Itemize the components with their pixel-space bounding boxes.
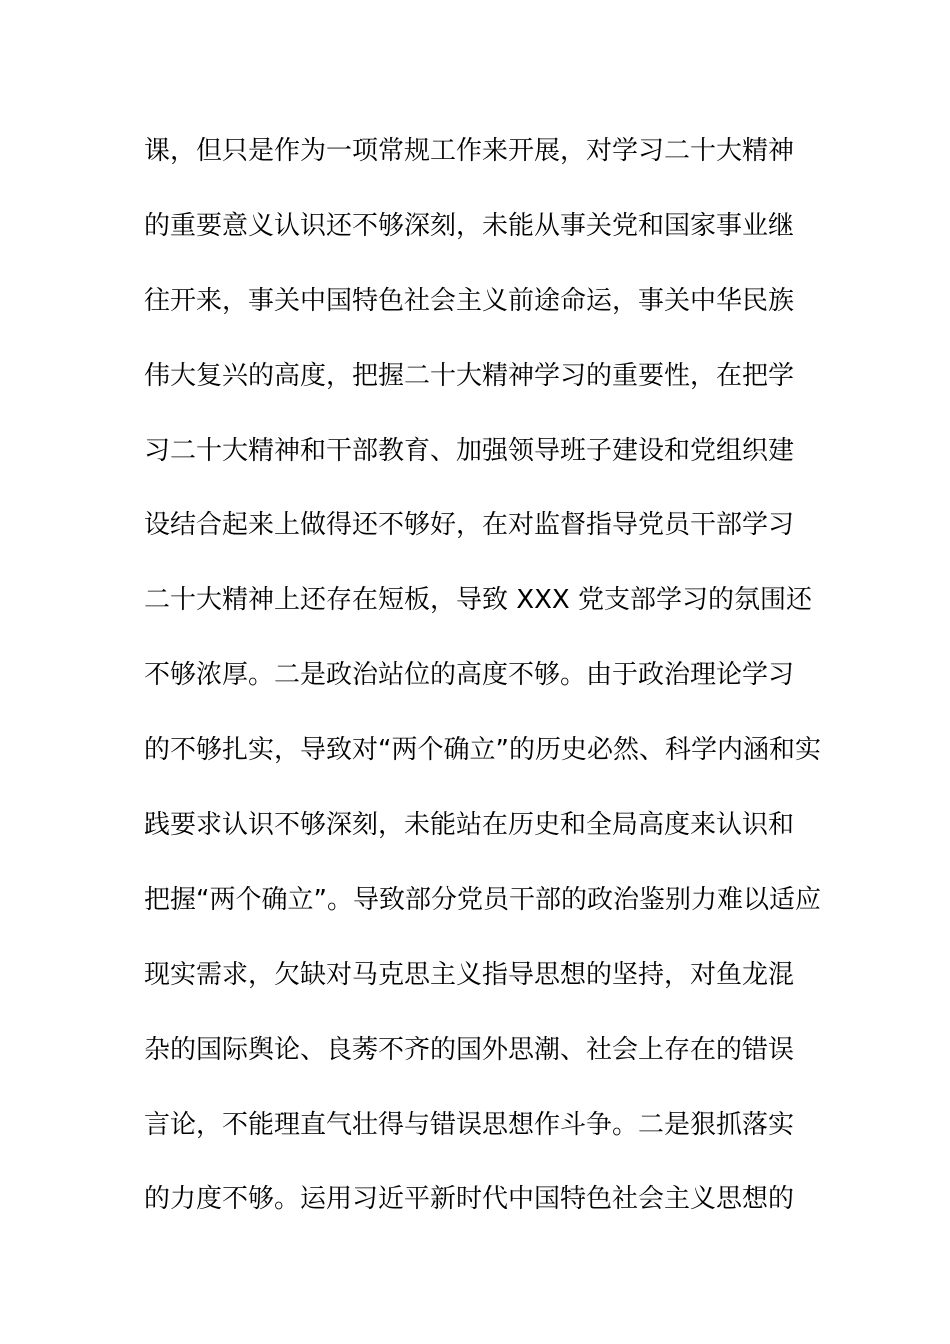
text-line: 的不够扎实，导致对“两个确立”的历史必然、科学内涵和实 <box>144 735 821 766</box>
body-text <box>144 129 821 1252</box>
text-line: 习二十大精神和干部教育、加强领导班子建设和党组织建 <box>144 435 795 466</box>
text-line: 设结合起来上做得还不够好，在对监督指导党员干部学习 <box>144 510 795 541</box>
text-line: 践要求认识不够深刻，未能站在历史和全局高度来认识和 <box>144 810 795 841</box>
text-line: 的重要意义认识还不够深刻，未能从事关党和国家事业继 <box>144 210 795 241</box>
text-line: 不够浓厚。二是政治站位的高度不够。由于政治理论学习 <box>144 660 795 691</box>
text-line: 把握“两个确立”。导致部分党员干部的政治鉴别力难以适应 <box>144 884 821 915</box>
text-line: 现实需求，欠缺对马克思主义指导思想的坚持，对鱼龙混 <box>144 959 795 990</box>
text-line: 伟大复兴的高度，把握二十大精神学习的重要性，在把学 <box>144 360 795 391</box>
text-line: 二十大精神上还存在短板，导致 XXX 党支部学习的氛围还 <box>144 585 812 616</box>
text-line: 杂的国际舆论、良莠不齐的国外思潮、社会上存在的错误 <box>144 1034 795 1065</box>
text-line: 课，但只是作为一项常规工作来开展，对学习二十大精神 <box>144 136 795 166</box>
text-line: 的力度不够。运用习近平新时代中国特色社会主义思想的 <box>144 1184 795 1215</box>
text-line: 言论，不能理直气壮得与错误思想作斗争。二是狠抓落实 <box>144 1109 795 1140</box>
text-line: 往开来，事关中国特色社会主义前途命运，事关中华民族 <box>144 285 795 316</box>
